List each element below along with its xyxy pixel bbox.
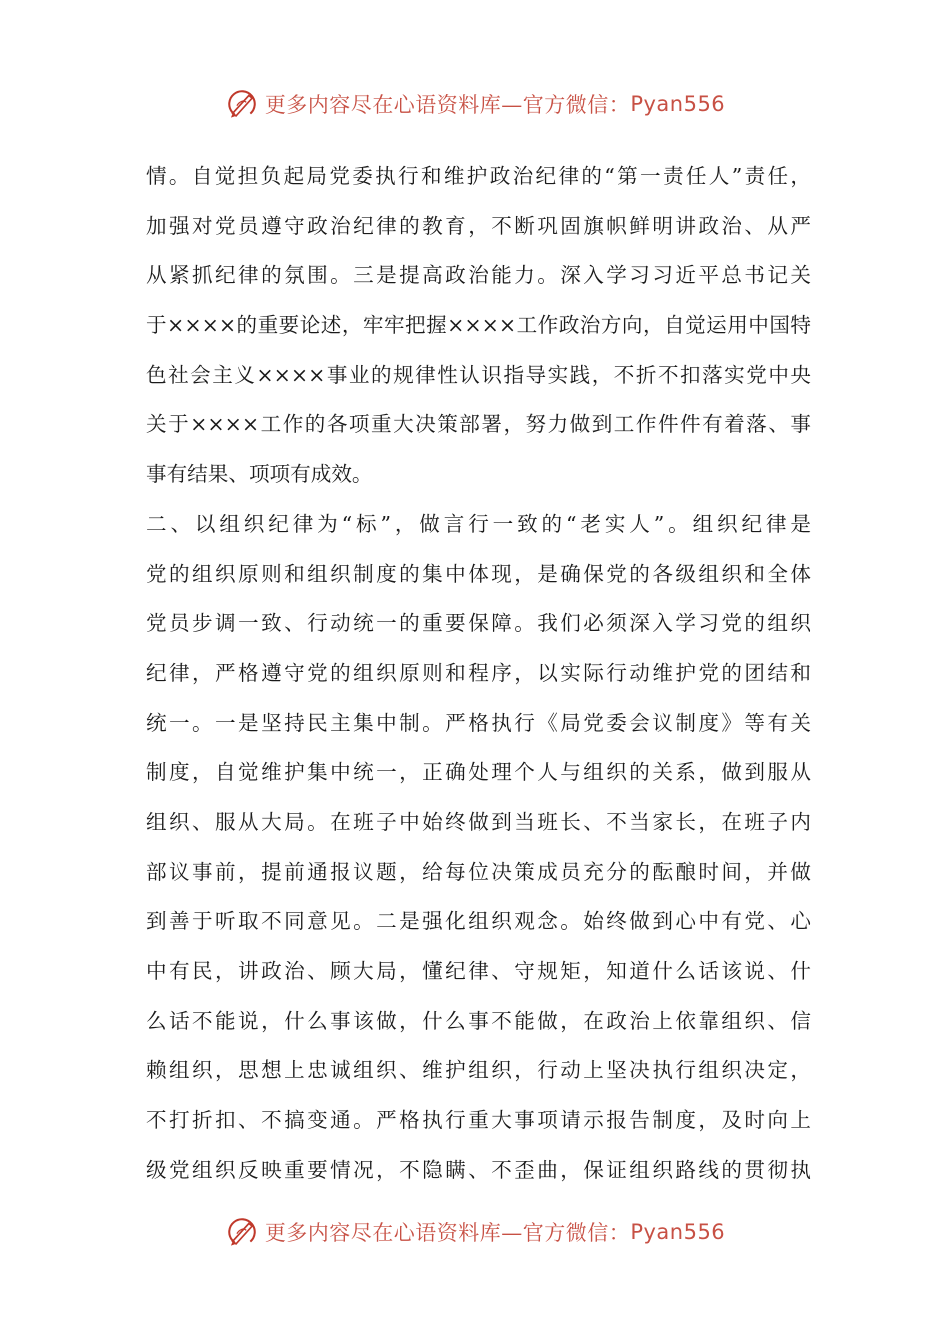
text-line: 党的组织原则和组织制度的集中体现，是确保党的各级组织和全体 — [146, 561, 811, 586]
text-line: 到善于听取不同意见。二是强化组织观念。始终做到心中有党、心 — [146, 909, 811, 934]
watermark-account: Pyan556 — [630, 92, 726, 116]
text-line: 事有结果、项项有成效。 — [146, 462, 373, 487]
watermark-text: 更多内容尽在心语资料库—官方微信： — [264, 93, 631, 117]
pen-logo-icon — [225, 1215, 259, 1249]
text-line: 统一。一是坚持民主集中制。严格执行《局党委会议制度》等有关 — [146, 710, 811, 735]
watermark-account: Pyan556 — [630, 1220, 726, 1244]
text-line: 关于××××工作的各项重大决策部署，努力做到工作件件有着落、事 — [146, 412, 811, 437]
text-line: 制度，自觉维护集中统一，正确处理个人与组织的关系，做到服从 — [146, 760, 811, 785]
text-line: 部议事前，提前通报议题，给每位决策成员充分的酝酿时间，并做 — [146, 859, 811, 884]
header-watermark — [0, 84, 950, 124]
text-line: 纪律，严格遵守党的组织原则和程序，以实际行动维护党的团结和 — [146, 660, 811, 685]
watermark-text: 更多内容尽在心语资料库—官方微信： — [264, 1221, 631, 1245]
text-line: 色社会主义××××事业的规律性认识指导实践，不折不扣落实党中央 — [146, 362, 811, 387]
text-line: 赖组织，思想上忠诚组织、维护组织，行动上坚决执行组织决定， — [146, 1058, 811, 1083]
text-line: 二、以组织纪律为“标”，做言行一致的“老实人”。组织纪律是 — [146, 511, 811, 536]
text-line: 不打折扣、不搞变通。严格执行重大事项请示报告制度，及时向上 — [146, 1108, 811, 1133]
text-line: 么话不能说，什么事该做，什么事不能做，在政治上依靠组织、信 — [146, 1008, 811, 1033]
text-line: 级党组织反映重要情况，不隐瞒、不歪曲，保证组织路线的贯彻执 — [146, 1157, 811, 1182]
text-line: 从紧抓纪律的氛围。三是提高政治能力。深入学习习近平总书记关 — [146, 263, 811, 288]
text-line: 组织、服从大局。在班子中始终做到当班长、不当家长，在班子内 — [146, 809, 811, 834]
document-body — [146, 152, 811, 1195]
text-line: 中有民，讲政治、顾大局，懂纪律、守规矩，知道什么话该说、什 — [146, 959, 811, 983]
text-line: 党员步调一致、行动统一的重要保障。我们必须深入学习党的组织 — [146, 611, 811, 636]
text-line: 于××××的重要论述，牢牢把握××××工作政治方向，自觉运用中国特 — [146, 313, 811, 338]
pen-logo-icon — [225, 87, 259, 121]
footer-watermark — [0, 1212, 950, 1252]
text-line: 情。自觉担负起局党委执行和维护政治纪律的“第一责任人”责任， — [146, 164, 811, 188]
text-line: 加强对党员遵守政治纪律的教育，不断巩固旗帜鲜明讲政治、从严 — [146, 213, 811, 238]
